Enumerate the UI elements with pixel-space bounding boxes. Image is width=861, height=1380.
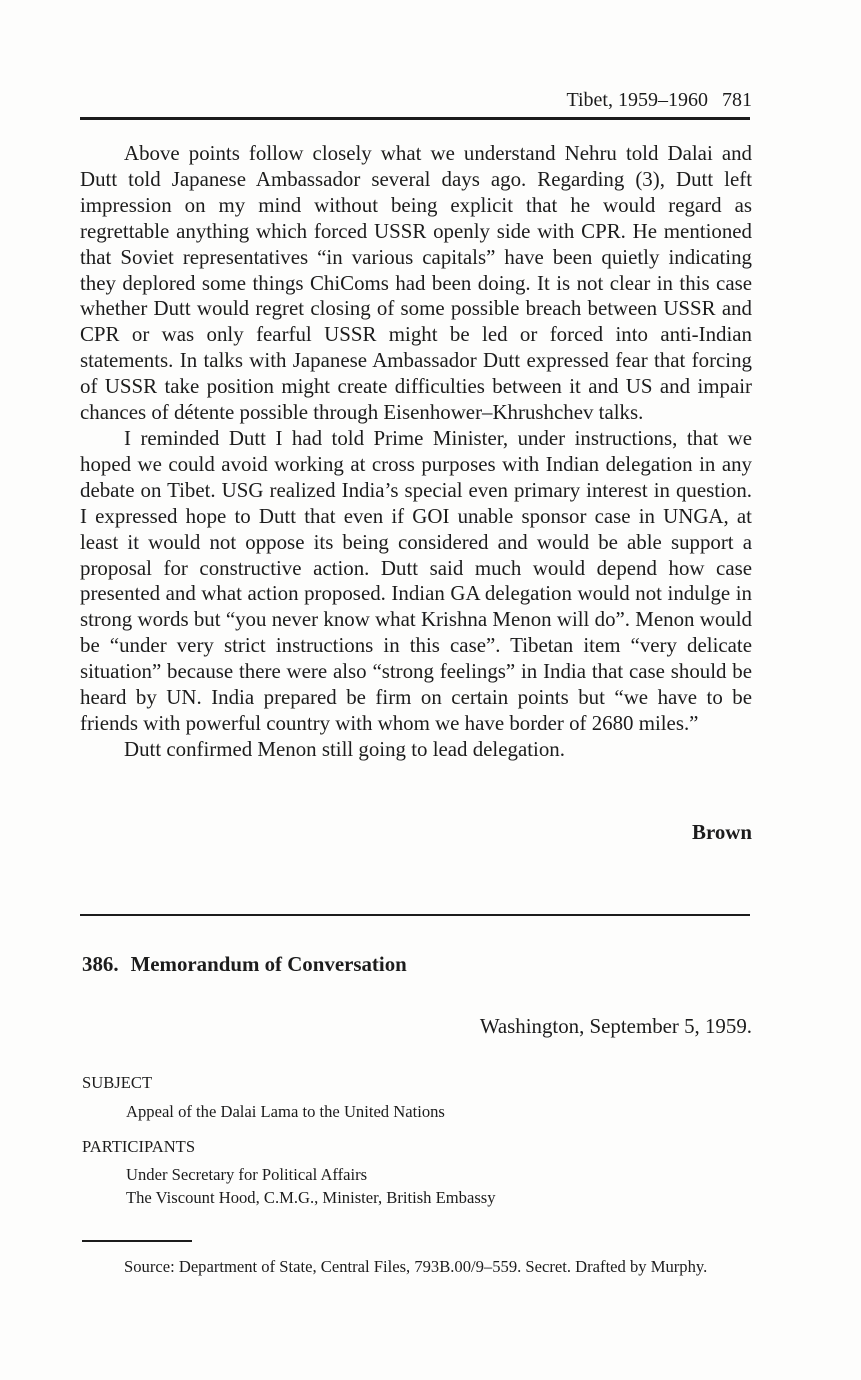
body-paragraph: I reminded Dutt I had told Prime Minister, under instructions, that we hoped we could avoid working at cross purposes with Indian delegation in any debate on Tibet. USG realized India’s special even primary interest in question. I expressed hope to Dutt that even if GOI unable sponsor case in UNGA, at least it would not oppose its being considered and would be able support a proposal for constructive action. Dutt said much would depend how case presented and what action proposed. Indian GA delegation would not indulge in strong words but “you never know what Krishna Menon will do”. Menon would be “under very strict instructions in this case”. Tibetan item “very delicate situation” because there were also “strong feelings” in India that case should be heard by UN. India prepared be firm on certain points but “we have to be friends with powerful country with whom we have border of 2680 miles.” bbox=[80, 425, 752, 735]
telegram-body bbox=[80, 141, 752, 763]
running-header bbox=[566, 88, 752, 112]
document-number: 386. bbox=[82, 952, 119, 976]
participants-label: PARTICIPANTS bbox=[82, 1137, 196, 1156]
participant-item: The Viscount Hood, C.M.G., Minister, British Embassy bbox=[126, 1188, 496, 1207]
page-number: 781 bbox=[722, 89, 752, 111]
footnote-rule bbox=[82, 1240, 192, 1242]
header-rule bbox=[80, 117, 750, 120]
source-footnote: Source: Department of State, Central Files, 793B.00/9–559. Secret. Drafted by Murphy. bbox=[124, 1257, 708, 1276]
dateline: Washington, September 5, 1959. bbox=[479, 1014, 752, 1038]
section-rule bbox=[80, 914, 750, 916]
page-content bbox=[80, 0, 752, 1380]
body-paragraph: Above points follow closely what we understand Nehru told Dalai and Dutt told Japanese Ambassador several days ago. Regarding (3), Dutt left impression on my mind without being explicit that he would regard as regrettable anything which forced USSR openly side with CPR. He mentioned that Soviet representatives “in various capitals” have been quietly indicating they deplored some things ChiComs had been doing. It is not clear in this case whether Dutt would regret closing of some possible breach between USSR and CPR or was only fearful USSR might be led or forced into anti-Indian statements. In talks with Japanese Ambassador Dutt expressed fear that forcing of USSR take position might create difficulties between it and US and impair chances of détente possible through Eisenhower–Khrushchev talks. bbox=[80, 141, 752, 425]
document-title: Memorandum of Conversation bbox=[130, 952, 407, 976]
running-title: Tibet, 1959–1960 bbox=[566, 89, 708, 111]
subject-label: SUBJECT bbox=[82, 1073, 153, 1092]
body-paragraph: Dutt confirmed Menon still going to lead delegation. bbox=[124, 736, 565, 761]
subject-text: Appeal of the Dalai Lama to the United Nations bbox=[126, 1102, 445, 1121]
document-heading bbox=[82, 951, 407, 977]
participant-item: Under Secretary for Political Affairs bbox=[126, 1165, 368, 1184]
signature: Brown bbox=[692, 820, 752, 844]
